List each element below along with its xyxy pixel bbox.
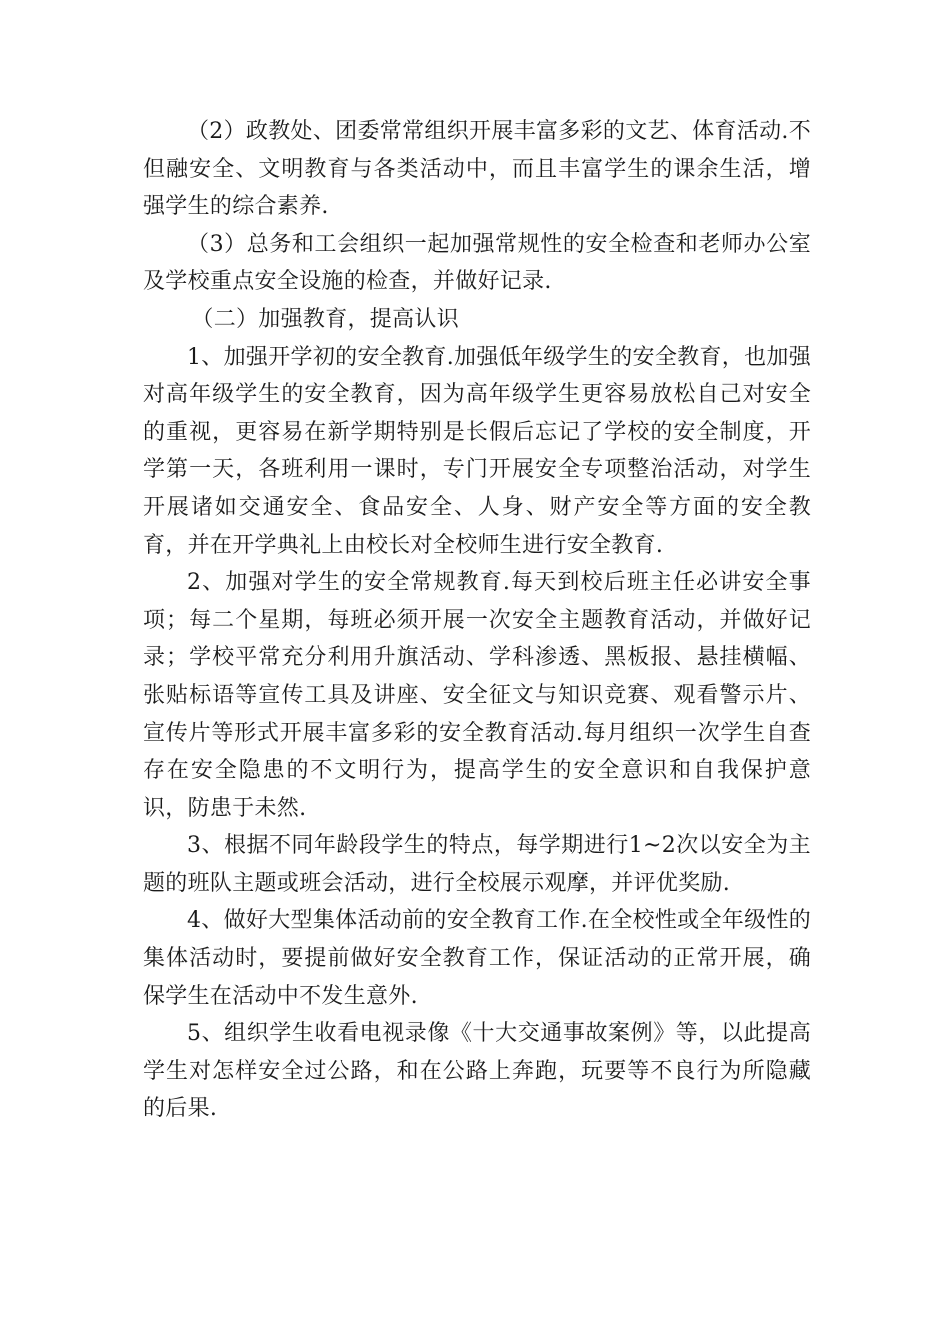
paragraph-general-affairs: （3）总务和工会组织一起加强常规性的安全检查和老师办公室及学校重点安全设施的检查，并做好记录. [143, 231, 811, 295]
section-heading-strengthen-education: （二）加强教育，提高认识 [191, 306, 459, 332]
paragraph-item-1: 1、加强开学初的安全教育.加强低年级学生的安全教育，也加强对高年级学生的安全教育，因为高年级学生更容易放松自己对安全的重视，更容易在新学期特别是长假后忘记了学校的安全制度，开学第一天，各班利用一课时，专门开展安全专项整治活动，对学生开展诸如交通安全、食品安全、人身、财产安全等方面的安全教育，并在开学典礼上由校长对全校师生进行安全教育. [143, 344, 811, 558]
paragraph-item-5: 5、组织学生收看电视录像《十大交通事故案例》等，以此提高学生对怎样安全过公路，和在公路上奔跑，玩要等不良行为所隐藏的后果. [143, 1021, 811, 1122]
paragraph-item-3: 3、根据不同年龄段学生的特点，每学期进行1~2次以安全为主题的班队主题或班会活动，进行全校展示观摩，并评优奖励. [143, 833, 811, 896]
paragraph-item-4: 4、做好大型集体活动前的安全教育工作.在全校性或全年级性的集体活动时，要提前做好安全教育工作，保证活动的正常开展，确保学生在活动中不发生意外. [143, 908, 811, 1009]
paragraph-political-education: （2）政教处、团委常常组织开展丰富多彩的文艺、体育活动.不但融安全、文明教育与各类活动中，而且丰富学生的课余生活，增强学生的综合素养. [143, 119, 811, 220]
paragraph-item-2: 2、加强对学生的安全常规教育.每天到校后班主任必讲安全事项；每二个星期，每班必须开展一次安全主题教育活动，并做好记录；学校平常充分利用升旗活动、学科渗透、黑板报、悬挂横幅、张贴标语等宣传工具及讲座、安全征文与知识竞赛、观看警示片、宣传片等形式开展丰富多彩的安全教育活动.每月组织一次学生自查存在安全隐患的不文明行为，提高学生的安全意识和自我保护意识，防患于未然. [143, 570, 811, 821]
document-body [143, 113, 811, 1128]
